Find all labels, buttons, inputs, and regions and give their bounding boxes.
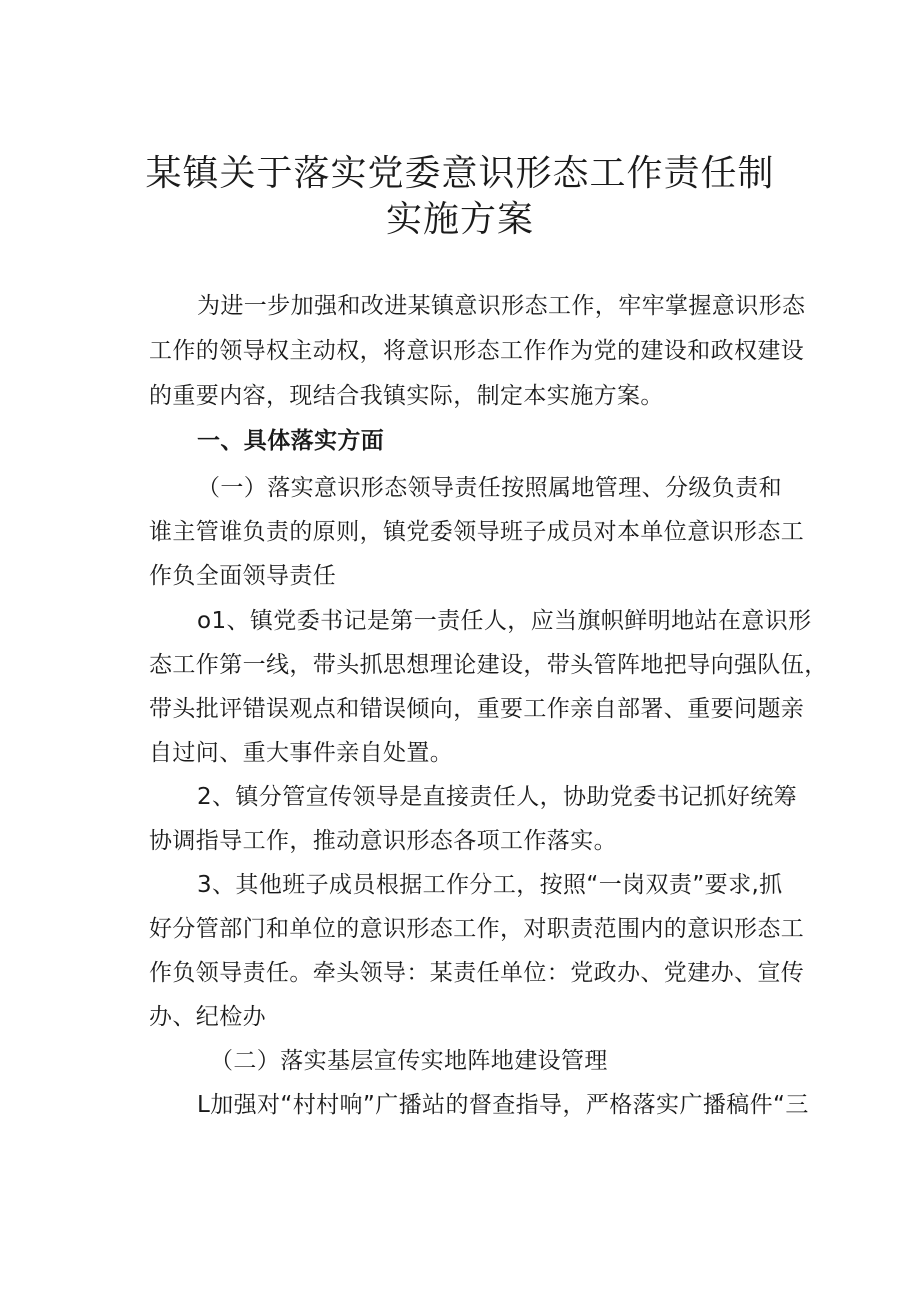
item-1-line-3: 带头批评错误观点和错误倾向，重要工作亲自部署、重要问题亲 (149, 696, 805, 722)
document-title-line-2: 实施方案 (385, 199, 534, 240)
item-2-line-2: 协调指导工作，推动意识形态各项工作落实。 (149, 828, 617, 854)
intro-line-1: 为进一步加强和改进某镇意识形态工作，牢牢掌握意识形态 (197, 293, 806, 319)
item-1-line-4: 自过问、重大事件亲自处置。 (149, 740, 454, 766)
item-2-line-1: 2、镇分管宣传领导是直接责任人，协助党委书记抓好统筹 (197, 784, 798, 810)
subsection-1-line-2: 谁主管谁负责的原则，镇党委领导班子成员对本单位意识形态工 (149, 519, 805, 545)
item-l-line-1: L加强对“村村响”广播站的督查指导，严格落实广播稿件“三 (197, 1092, 809, 1118)
subsection-1-line-1: （一）落实意识形态领导责任按照属地管理、分级负责和 (197, 475, 782, 501)
intro-line-3: 的重要内容，现结合我镇实际，制定本实施方案。 (149, 383, 664, 409)
item-1-line-1: o1、镇党委书记是第一责任人，应当旗帜鲜明地站在意识形 (197, 608, 812, 634)
item-3-line-1: 3、其他班子成员根据工作分工，按照“一岗双责”要求,抓 (197, 872, 783, 898)
item-1-line-2: 态工作第一线，带头抓思想理论建设，带头管阵地把导向强队伍， (149, 652, 828, 678)
section-heading-1: 一、具体落实方面 (197, 428, 385, 454)
subsection-1-line-3: 作负全面领导责任 (149, 563, 337, 589)
subsection-2-line-1: （二）落实基层宣传实地阵地建设管理 (210, 1048, 608, 1074)
document-title-line-1: 某镇关于落实党委意识形态工作责任制 (145, 153, 775, 194)
item-3-line-4: 办、纪检办 (149, 1004, 266, 1030)
item-3-line-3: 作负领导责任。牵头领导：某责任单位：党政办、党建办、宣传 (149, 960, 805, 986)
item-3-line-2: 好分管部门和单位的意识形态工作，对职责范围内的意识形态工 (149, 916, 805, 942)
intro-line-2: 工作的领导权主动权，将意识形态工作作为党的建设和政权建设 (149, 338, 805, 364)
